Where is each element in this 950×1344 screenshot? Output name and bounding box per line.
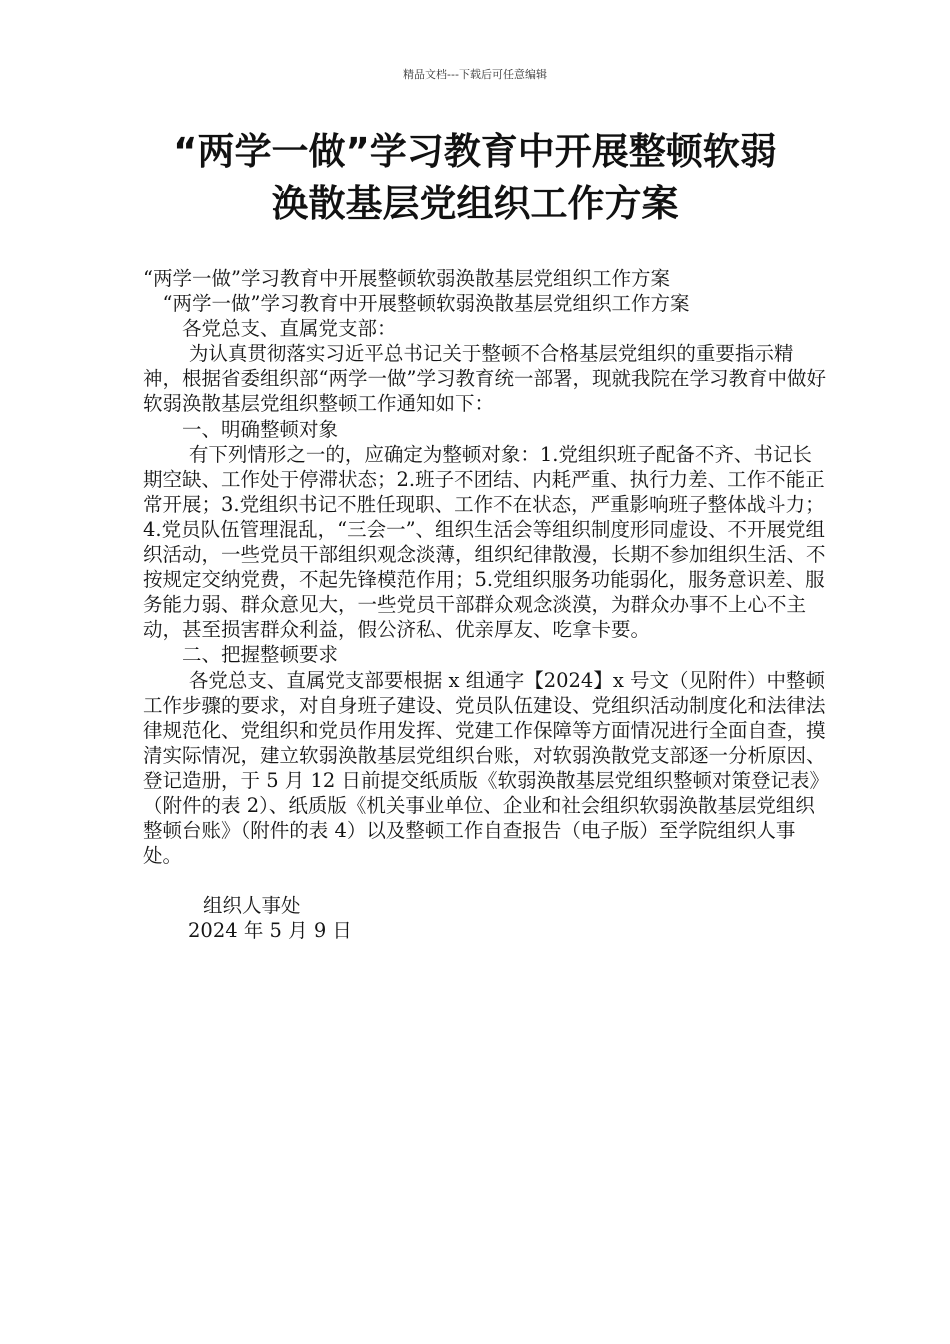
date: 2024 年 5 月 9 日 (188, 919, 352, 943)
repeat-title-2: “两学一做”学习教育中开展整顿软弱涣散基层党组织工作方案 (162, 292, 690, 316)
section-1-heading: 一、明确整顿对象 (182, 417, 339, 441)
signature: 组织人事处 (203, 894, 301, 918)
header-note: 精品文档---下载后可任意编辑 (403, 68, 547, 81)
spacer (143, 868, 826, 893)
section-2-heading: 二、把握整顿要求 (182, 643, 339, 667)
intro-paragraph: 为认真贯彻落实习近平总书记关于整顿不合格基层党组织的重要指示精神，根据省委组织部“两学一做”学习教育统一部署，现就我院在学习教育中做好软弱涣散基层党组织整顿工作通知如下： (143, 342, 826, 416)
document-title (140, 126, 810, 230)
document-body (143, 266, 826, 943)
section-2-paragraph: 各党总支、直属党支部要根据 x 组通字【2024】x 号文（见附件）中整顿工作步骤的要求，对自身班子建设、党员队伍建设、党组织活动制度化和法律法律规范化、党组织和党员作用发挥、党建工作保障等方面情况进行全面自查，摸清实际情况，建立软弱涣散基层党组织台账，对软弱涣散党支部逐一分析原因、登记造册，于 5 月 12 日前提交纸质版《软弱涣散基层党组织整顿对策登记表》（附件的表 2）、纸质版《机关事业单位、企业和社会组织软弱涣散基层党组织整顿台账》（附件的表 4）以及整顿工作自查报告（电子版）至学院组织人事处。 (143, 668, 826, 868)
salutation: 各党总支、直属党支部： (182, 317, 397, 341)
repeat-title-1: “两学一做”学习教育中开展整顿软弱涣散基层党组织工作方案 (143, 267, 670, 290)
title-line-1: “两学一做”学习教育中开展整顿软弱 (173, 130, 777, 173)
section-1-paragraph: 有下列情形之一的，应确定为整顿对象：1.党组织班子配备不齐、书记长期空缺、工作处于停滞状态；2.班子不团结、内耗严重、执行力差、工作不能正常开展；3.党组织书记不胜任现职、工作不在状态，严重影响班子整体战斗力；4.党员队伍管理混乱，“三会一”、组织生活会等组织制度形同虚设、不开展党组织活动，一些党员干部组织观念淡薄，组织纪律散漫，长期不参加组织生活、不按规定交纳党费，不起先锋模范作用；5.党组织服务功能弱化，服务意识差、服务能力弱、群众意见大，一些党员干部群众观念淡漠，为群众办事不上心不主动，甚至损害群众利益，假公济私、优亲厚友、吃拿卡要。 (143, 442, 826, 642)
title-line-2: 涣散基层党组织工作方案 (271, 182, 679, 225)
